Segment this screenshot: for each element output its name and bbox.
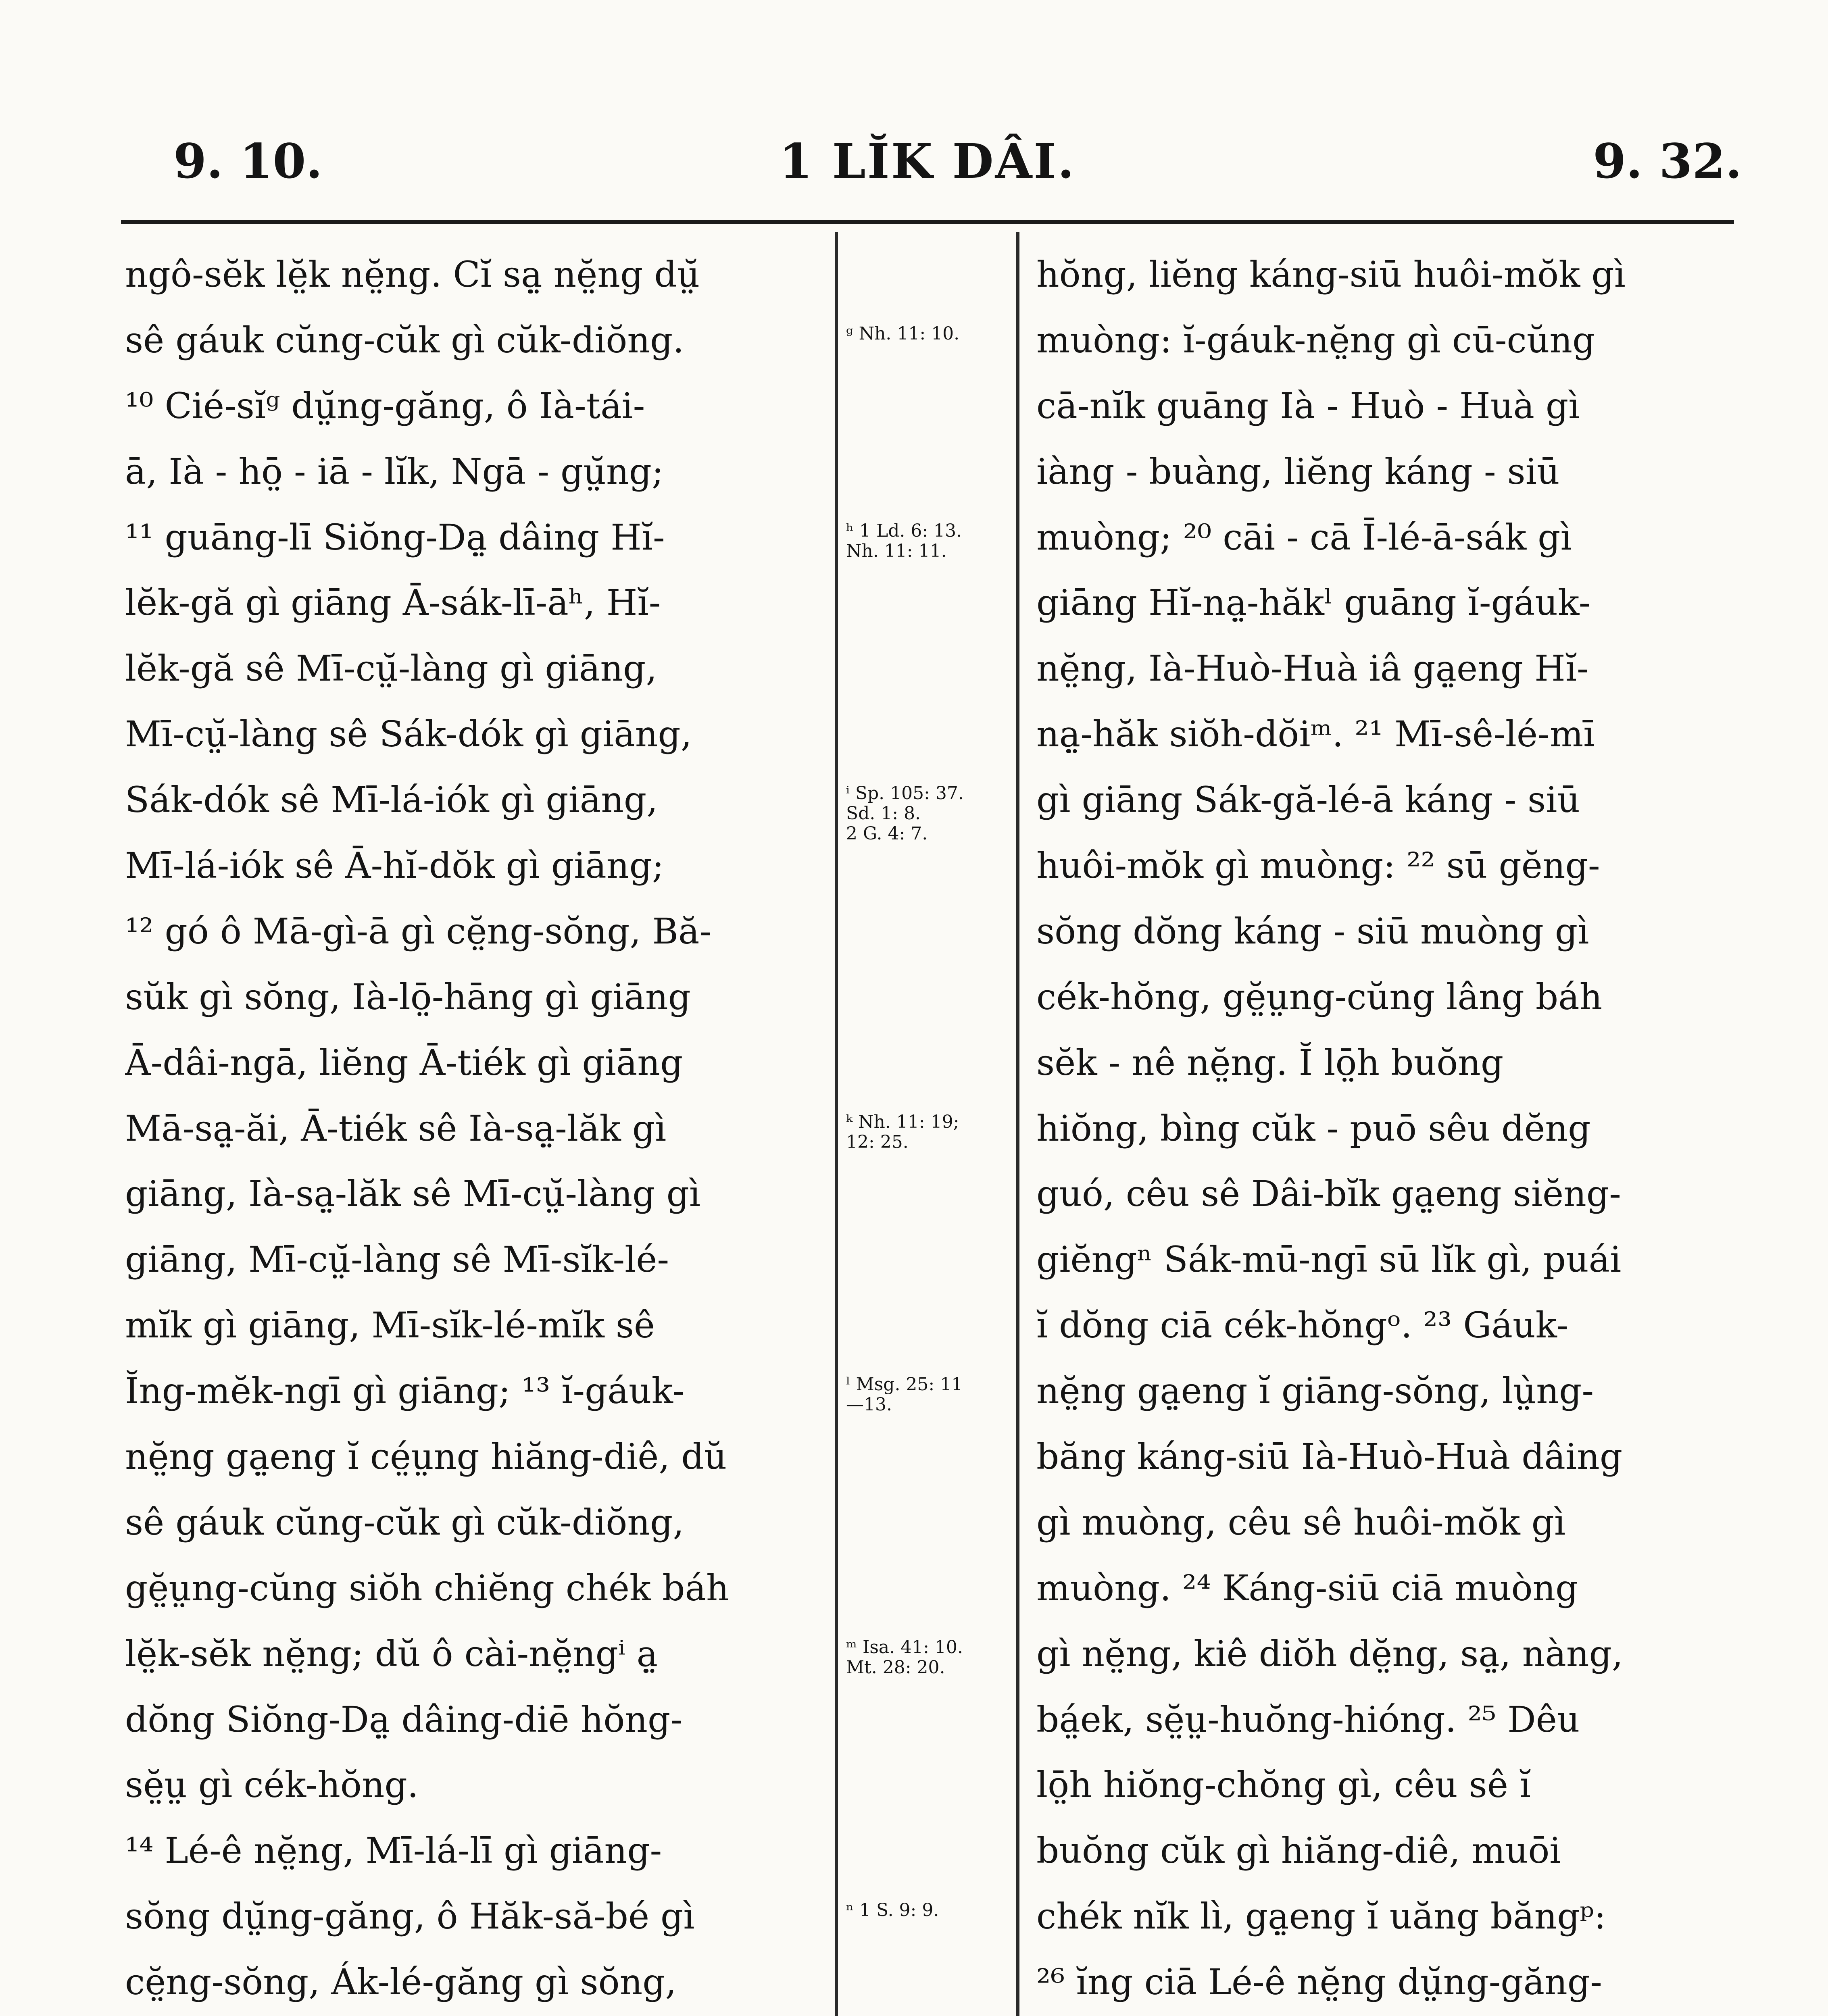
- text-line: sŭk gì sŏng, Ià-lō̤-hāng gì giāng: [125, 976, 691, 1018]
- text-line: giāng Hĭ-nạ̤-hăkˡ guāng ĭ-gáuk-: [1036, 582, 1591, 624]
- text-line: muòng: ĭ-gáuk-nĕ̤ng gì cū-cŭng: [1036, 319, 1595, 361]
- margin-note: [846, 521, 1011, 561]
- text-line: giĕngⁿ Sák-mū-ngī sū lĭk gì, puái: [1036, 1239, 1622, 1281]
- text-line: giāng, Mī-cṳ̆-làng sê Mī-sĭk-lé-: [125, 1239, 669, 1281]
- text-line: hŏng, liĕng káng-siū huôi-mŏk gì: [1036, 254, 1626, 295]
- text-line: iàng - buàng, liĕng káng - siū: [1036, 450, 1560, 492]
- text-line: Mī-cṳ̆-làng sê Sák-dók gì giāng,: [125, 713, 692, 755]
- margin-note-line: ⁿ 1 S. 9: 9.: [846, 1899, 939, 1920]
- text-line: lĕ̤k-sĕk nĕ̤ng; dŭ ô cài-nĕ̤ngⁱ ạ̤: [125, 1633, 658, 1674]
- text-line: Mā-sạ̤-ăi, Ā-tiék sê Ià-sạ̤-lăk gì: [125, 1107, 667, 1149]
- text-line: Ā-dâi-ngā, liĕng Ā-tiék gì giāng: [125, 1041, 683, 1083]
- text-line: Sák-dók sê Mī-lá-iók gì giāng,: [125, 779, 658, 821]
- left-column-divider: [835, 232, 838, 2016]
- text-line: lĕk-gă sê Mī-cṳ̆-làng gì giāng,: [125, 648, 657, 689]
- margin-note-line: Mt. 28: 20.: [846, 1657, 945, 1678]
- header-chapter-left: 9. 10.: [173, 133, 323, 189]
- text-line: cā-nĭk guāng Ià - Huò - Huà gì: [1036, 385, 1580, 427]
- text-line: nĕ̤ng, Ià-Huò-Huà iâ gạ̤eng Hĭ-: [1036, 648, 1589, 689]
- text-line: lĕk-gă gì giāng Ā-sák-lī-āʰ, Hĭ-: [125, 582, 661, 624]
- margin-note: [846, 1112, 1011, 1152]
- text-line: hiŏng, bìng cŭk - puō sêu dĕng: [1036, 1107, 1591, 1149]
- text-line: dŏng Siŏng-Dạ̤ dâing-diē hŏng-: [125, 1698, 683, 1740]
- text-line: ngô-sĕk lĕ̤k nĕ̤ng. Cĭ sạ̤ nĕ̤ng dṳ̆: [125, 254, 700, 295]
- header-book-title: 1 LĬK DÂI.: [779, 133, 1076, 189]
- margin-note: [846, 1375, 1011, 1415]
- text-line: gĕ̤ṳng-cŭng siŏh chiĕng chék báh: [125, 1567, 729, 1609]
- margin-note: [846, 324, 1011, 344]
- text-line: muòng; ²⁰ cāi - cā Ī-lé-ā-sák gì: [1036, 516, 1572, 558]
- text-line: chék nĭk lì, gạ̤eng ĭ uăng băngᵖ:: [1036, 1895, 1606, 1937]
- margin-note-line: 12: 25.: [846, 1131, 909, 1152]
- text-line: buŏng cŭk gì hiăng-diê, muōi: [1036, 1830, 1561, 1872]
- text-line: gì giāng Sák-gă-lé-ā káng - siū: [1036, 779, 1580, 821]
- text-line: cék-hŏng, gĕ̤ṳng-cŭng lâng báh: [1036, 976, 1603, 1018]
- text-line: ²⁶ ĭng ciā Lé-ê nĕ̤ng dṳ̆ng-găng-: [1036, 1961, 1602, 2003]
- text-line: sŏng dŏng káng - siū muòng gì: [1036, 910, 1589, 952]
- text-line: guó, cêu sê Dâi-bĭk gạ̤eng siĕng-: [1036, 1173, 1621, 1215]
- margin-note-line: ⁱ Sp. 105: 37.: [846, 783, 964, 804]
- margin-note-line: 2 G. 4: 7.: [846, 823, 928, 844]
- text-line: nĕ̤ng gạ̤eng ĭ cé̤ṳng hiăng-diê, dŭ: [125, 1436, 727, 1478]
- margin-note-line: —13.: [846, 1394, 892, 1415]
- text-line: sŏng dṳ̆ng-găng, ô Hăk-să-bé gì: [125, 1895, 695, 1937]
- text-line: nạ̤-hăk siŏh-dŏiᵐ. ²¹ Mī-sê-lé-mī: [1036, 713, 1595, 755]
- text-line: muòng. ²⁴ Káng-siū ciā muòng: [1036, 1567, 1578, 1609]
- right-text-column: [1036, 242, 1738, 2016]
- text-line: ĭ dŏng ciā cék-hŏngᵒ. ²³ Gáuk-: [1036, 1304, 1569, 1346]
- margin-note-line: ᵏ Nh. 11: 19;: [846, 1111, 959, 1132]
- text-line: ¹² gó ô Mā-gì-ā gì cĕ̤ng-sŏng, Bă-: [125, 910, 712, 952]
- text-line: sê gáuk cŭng-cŭk gì cŭk-diŏng.: [125, 319, 684, 361]
- text-line: sĕk - nê nĕ̤ng. Ĭ lō̤h buŏng: [1036, 1041, 1504, 1083]
- text-line: lō̤h hiŏng-chŏng gì, cêu sê ĭ: [1036, 1764, 1531, 1806]
- right-column-divider: [1016, 232, 1019, 2016]
- margin-references: [846, 242, 1011, 2016]
- text-line: sĕ̤ṳ gì cék-hŏng.: [125, 1764, 419, 1806]
- margin-note-line: ᵍ Nh. 11: 10.: [846, 323, 960, 344]
- text-line: cĕ̤ng-sŏng, Ák-lé-găng gì sŏng,: [125, 1961, 677, 2003]
- margin-note-line: Nh. 11: 11.: [846, 540, 947, 561]
- margin-note: [846, 783, 1011, 844]
- text-line: mĭk gì giāng, Mī-sĭk-lé-mĭk sê: [125, 1304, 655, 1346]
- text-line: ā, Ià - hō̤ - iā - lĭk, Ngā - gṳ̆ng;: [125, 450, 664, 492]
- text-line: gì muòng, cêu sê huôi-mŏk gì: [1036, 1501, 1566, 1543]
- text-line: băng káng-siū Ià-Huò-Huà dâing: [1036, 1436, 1623, 1478]
- text-line: ¹¹ guāng-lī Siŏng-Dạ̤ dâing Hĭ-: [125, 516, 665, 558]
- margin-note-line: Sd. 1: 8.: [846, 803, 921, 824]
- margin-note-line: ʰ 1 Ld. 6: 13.: [846, 520, 962, 541]
- text-line: gì nĕ̤ng, kiê diŏh dĕ̤ng, sạ̤, nàng,: [1036, 1633, 1623, 1674]
- text-line: huôi-mŏk gì muòng: ²² sū gĕng-: [1036, 845, 1600, 887]
- text-line: giāng, Ià-sạ̤-lăk sê Mī-cṳ̆-làng gì: [125, 1173, 701, 1215]
- text-line: nĕ̤ng gạ̤eng ĭ giāng-sŏng, lṳ̀ng-: [1036, 1370, 1594, 1412]
- text-line: ¹⁴ Lé-ê nĕ̤ng, Mī-lá-lī gì giāng-: [125, 1830, 662, 1872]
- text-line: Mī-lá-iók sê Ā-hĭ-dŏk gì giāng;: [125, 845, 664, 887]
- margin-note: [846, 1900, 1011, 1920]
- header-rule: [121, 220, 1734, 224]
- left-text-column: [125, 242, 827, 2016]
- margin-note: [846, 1637, 1011, 1678]
- text-line: bá̤ek, sĕ̤ṳ-huŏng-hióng. ²⁵ Dêu: [1036, 1698, 1580, 1740]
- margin-note-line: ᵐ Isa. 41: 10.: [846, 1637, 963, 1658]
- margin-note-line: ˡ Msg. 25: 11: [846, 1374, 963, 1395]
- text-line: sê gáuk cŭng-cŭk gì cŭk-diŏng,: [125, 1501, 684, 1543]
- text-line: ¹⁰ Cié-sĭᵍ dṳ̆ng-găng, ô Ià-tái-: [125, 385, 645, 427]
- header-chapter-right: 9. 32.: [1593, 133, 1742, 189]
- text-line: Ĭng-mĕk-ngī gì giāng; ¹³ ĭ-gáuk-: [125, 1370, 685, 1412]
